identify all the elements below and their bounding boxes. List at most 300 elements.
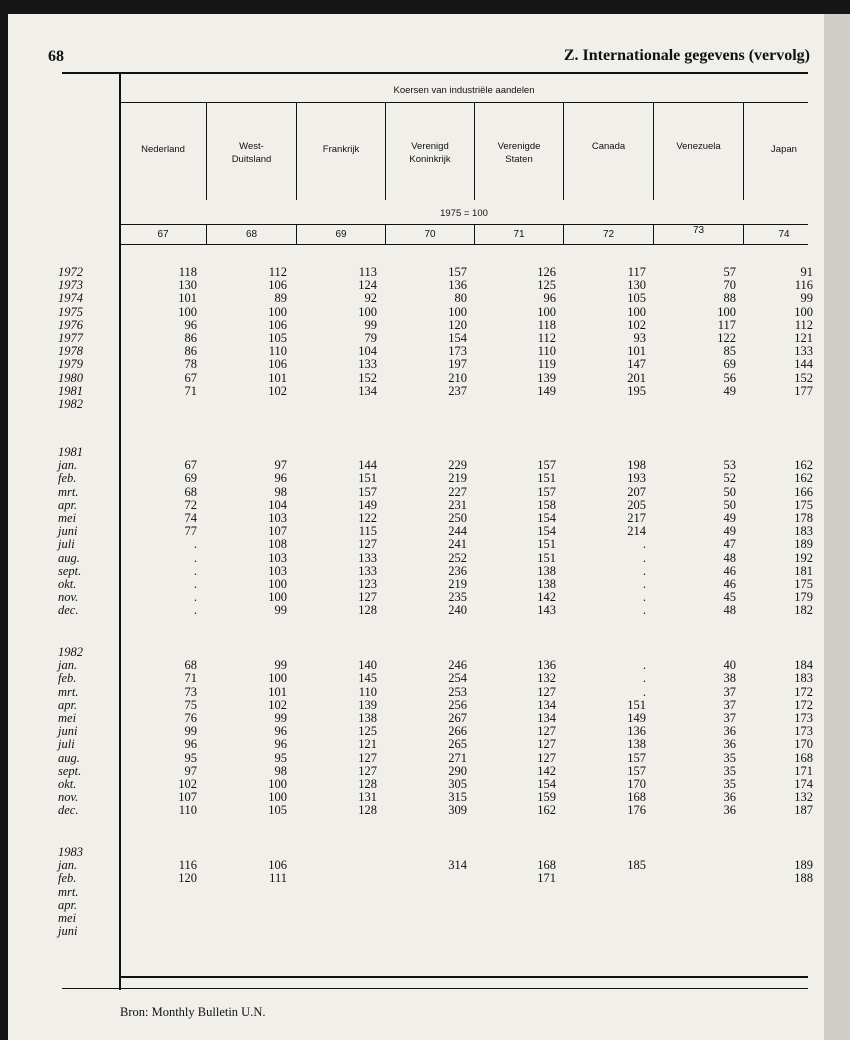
column-number: 70	[424, 229, 436, 240]
table-cell: 70	[723, 278, 736, 293]
table-cell: 104	[358, 344, 377, 359]
table-cell: 181	[794, 563, 813, 578]
table-cell: 237	[448, 383, 467, 398]
table-cell: 166	[794, 484, 813, 499]
table-cell: 110	[178, 803, 197, 818]
table-cell: 154	[448, 330, 467, 345]
table-cell	[496, 899, 556, 912]
table-cell: 157	[537, 484, 556, 499]
row-label: nov.	[58, 790, 79, 805]
table-cell: 78	[184, 357, 197, 372]
table-cell: 73	[184, 684, 197, 699]
row-label: okt.	[58, 576, 77, 591]
table-cell	[317, 872, 377, 885]
table-cell: 99	[274, 710, 287, 725]
table-cell: 183	[794, 671, 813, 686]
table-cell: 170	[794, 737, 813, 752]
column-number: 71	[513, 229, 525, 240]
caption-underline	[119, 102, 808, 103]
table-cell: 46	[723, 563, 736, 578]
table-cell: 154	[537, 776, 556, 791]
table-cell: 127	[358, 537, 377, 552]
table-cell: 214	[627, 524, 646, 539]
row-label: okt.	[58, 776, 77, 791]
table-cell: 85	[723, 344, 736, 359]
row-label: mei	[58, 710, 77, 725]
table-cell: 127	[537, 684, 556, 699]
row-label: jan.	[58, 458, 78, 473]
table-cell: 253	[448, 684, 467, 699]
table-cell: 88	[723, 291, 736, 306]
table-cell: 173	[448, 344, 467, 359]
table-cell: 68	[184, 658, 197, 673]
table-cell	[137, 912, 197, 925]
table-cell: 96	[184, 737, 197, 752]
table-cell: 103	[268, 510, 287, 525]
table-cell: 117	[627, 265, 646, 279]
group-1983-labels	[58, 846, 120, 938]
row-label: 1982	[58, 396, 83, 411]
table-cell	[407, 912, 467, 925]
table-cell: 174	[794, 776, 813, 791]
table-cell: 57	[723, 265, 736, 279]
footer-rule	[62, 988, 808, 989]
table-cell: 157	[627, 750, 646, 765]
row-label: 1981	[58, 383, 83, 398]
data-column	[227, 846, 287, 938]
table-cell: 113	[358, 265, 377, 279]
row-label: 1972	[58, 265, 83, 279]
table-cell: 290	[448, 763, 467, 778]
table-cell: 98	[274, 763, 287, 778]
table-cell: 136	[448, 278, 467, 293]
table-cell: 97	[274, 458, 287, 473]
table-cell	[407, 872, 467, 885]
table-cell: 38	[723, 671, 736, 686]
table-cell: 95	[184, 750, 197, 765]
table-cell: 52	[723, 471, 736, 486]
table-cell: 112	[268, 265, 287, 279]
table-cell: 98	[274, 484, 287, 499]
table-cell: 127	[537, 737, 556, 752]
page-edge	[824, 14, 850, 1040]
data-column	[407, 446, 467, 617]
table-cell: 157	[448, 265, 467, 279]
data-column	[317, 846, 377, 938]
table-cell	[317, 846, 377, 859]
table-cell: 127	[537, 724, 556, 739]
table-cell: 189	[794, 858, 813, 873]
table-cell	[317, 398, 377, 411]
table-cell: 108	[268, 537, 287, 552]
table-cell: 68	[184, 484, 197, 499]
table-cell: 102	[268, 383, 287, 398]
table-cell: 192	[794, 550, 813, 565]
table-cell: 136	[627, 724, 646, 739]
table-cell	[317, 925, 377, 938]
column-number: 68	[245, 229, 258, 240]
table-cell: 119	[537, 357, 556, 372]
column-header-venezuela: Venezuela	[676, 141, 721, 152]
table-cell	[676, 398, 736, 411]
table-cell: 136	[537, 658, 556, 673]
table-cell: 175	[794, 576, 813, 591]
table-cell	[753, 925, 813, 938]
group-annual-labels	[58, 266, 120, 411]
row-label: feb.	[58, 871, 77, 886]
table-cell: 100	[268, 776, 287, 791]
table-cell: 117	[717, 317, 736, 332]
row-label: sept.	[58, 563, 82, 578]
table-cell: 116	[178, 858, 197, 873]
table-cell: 67	[184, 458, 197, 473]
table-cell: 168	[537, 858, 556, 873]
table-cell: 127	[358, 763, 377, 778]
table-cell: 229	[448, 458, 467, 473]
data-column	[676, 846, 736, 938]
table-cell: 177	[794, 383, 813, 398]
table-cell: 185	[627, 858, 646, 873]
table-cell: 49	[723, 510, 736, 525]
table-cell: 133	[794, 344, 813, 359]
table-cell: 144	[358, 458, 377, 473]
data-column	[753, 266, 813, 411]
table-cell: 118	[537, 317, 556, 332]
table-cell: 71	[184, 671, 197, 686]
table-cell	[496, 925, 556, 938]
table-cell	[586, 912, 646, 925]
table-cell: 100	[268, 790, 287, 805]
top-rule	[62, 72, 808, 74]
row-label: 1979	[58, 357, 83, 372]
table-cell: 271	[448, 750, 467, 765]
table-cell: .	[193, 537, 197, 552]
data-column	[676, 266, 736, 411]
table-cell: 254	[448, 671, 467, 686]
table-cell: 309	[448, 803, 467, 818]
row-label: 1977	[58, 330, 83, 345]
table-cell: 112	[537, 330, 556, 345]
table-cell	[676, 886, 736, 899]
table-cell	[586, 872, 646, 885]
table-cell: 138	[537, 563, 556, 578]
table-cell: 118	[178, 265, 197, 279]
table-cell: .	[193, 550, 197, 565]
table-cell	[227, 912, 287, 925]
row-label: 1982	[58, 645, 83, 659]
table-cell: 35	[723, 776, 736, 791]
table-cell: 201	[627, 370, 646, 385]
table-cell: 86	[184, 330, 197, 345]
data-column	[137, 846, 197, 938]
table-cell: 133	[358, 563, 377, 578]
table-cell: 266	[448, 724, 467, 739]
table-cell: 157	[627, 763, 646, 778]
table-cell: 76	[184, 710, 197, 725]
table-cell: 100	[268, 671, 287, 686]
table-cell: 126	[537, 265, 556, 279]
row-label: sept.	[58, 763, 82, 778]
table-cell: 158	[537, 497, 556, 512]
table-cell: 69	[723, 357, 736, 372]
table-cell: 48	[723, 550, 736, 565]
table-cell: 188	[794, 871, 813, 886]
data-column	[137, 266, 197, 411]
table-cell: 252	[448, 550, 467, 565]
table-cell: 144	[794, 357, 813, 372]
table-cell: .	[193, 603, 197, 618]
table-cell: 95	[274, 750, 287, 765]
table-cell: 157	[358, 484, 377, 499]
table-cell: 101	[627, 344, 646, 359]
table-cell: 46	[723, 576, 736, 591]
table-cell: 100	[448, 304, 467, 319]
table-cell: 35	[723, 763, 736, 778]
table-cell: 162	[537, 803, 556, 818]
table-cell: 132	[537, 671, 556, 686]
table-cell: 183	[794, 524, 813, 539]
table-cell	[496, 886, 556, 899]
table-cell: 111	[269, 871, 287, 886]
table-cell: 80	[454, 291, 467, 306]
table-cell: 106	[268, 357, 287, 372]
table-cell	[137, 886, 197, 899]
table-cell: 170	[627, 776, 646, 791]
table-cell: 250	[448, 510, 467, 525]
table-cell: 100	[537, 304, 556, 319]
table-cell: 100	[794, 304, 813, 319]
table-cell: 37	[723, 710, 736, 725]
table-cell: .	[642, 671, 646, 686]
table-cell: 123	[358, 576, 377, 591]
row-label: 1973	[58, 278, 83, 293]
table-cell	[676, 925, 736, 938]
table-cell	[317, 912, 377, 925]
table-cell: 231	[448, 497, 467, 512]
table-cell: 105	[268, 330, 287, 345]
table-cell: 210	[448, 370, 467, 385]
table-cell: 162	[794, 471, 813, 486]
table-cell: .	[193, 563, 197, 578]
table-cell: 217	[627, 510, 646, 525]
row-label: 1978	[58, 344, 83, 359]
table-cell: .	[642, 576, 646, 591]
row-label: juni	[58, 924, 78, 939]
table-cell	[753, 398, 813, 411]
table-cell: 101	[178, 291, 197, 306]
table-cell: 36	[723, 724, 736, 739]
table-cell	[227, 925, 287, 938]
table-cell: 182	[794, 603, 813, 618]
table-cell: 96	[184, 317, 197, 332]
table-cell: 96	[274, 737, 287, 752]
table-cell: 120	[178, 871, 197, 886]
table-cell: 100	[268, 590, 287, 605]
row-label: juli	[58, 737, 75, 752]
table-cell: 47	[723, 537, 736, 552]
table-cell: 56	[723, 370, 736, 385]
table-cell: 101	[268, 684, 287, 699]
table-cell: 315	[448, 790, 467, 805]
table-cell: 207	[627, 484, 646, 499]
data-column	[586, 446, 646, 617]
table-cell: 152	[794, 370, 813, 385]
table-cell	[137, 398, 197, 411]
table-cell: 79	[364, 330, 377, 345]
table-cell: 138	[537, 576, 556, 591]
row-label: 1974	[58, 291, 83, 306]
base-year-note: 1975 = 100	[440, 208, 488, 219]
table-cell: .	[193, 590, 197, 605]
table-cell	[137, 899, 197, 912]
table-cell: 112	[794, 317, 813, 332]
table-cell: 154	[537, 510, 556, 525]
row-label: 1983	[58, 845, 83, 859]
table-cell	[586, 899, 646, 912]
data-column	[496, 646, 556, 817]
table-cell	[586, 398, 646, 411]
table-cell: 122	[717, 330, 736, 345]
table-cell: 244	[448, 524, 467, 539]
table-cell: 50	[723, 484, 736, 499]
table-cell: 305	[448, 776, 467, 791]
table-cell: 36	[723, 737, 736, 752]
table-cell	[586, 886, 646, 899]
table-cell: 227	[448, 484, 467, 499]
table-cell: 127	[358, 750, 377, 765]
table-cell	[317, 886, 377, 899]
table-cell: 172	[794, 697, 813, 712]
table-cell: 134	[358, 383, 377, 398]
table-cell	[676, 846, 736, 859]
table-cell	[586, 925, 646, 938]
row-label: feb.	[58, 471, 77, 486]
table-cell: 86	[184, 344, 197, 359]
table-cell: 99	[364, 317, 377, 332]
table-cell	[227, 398, 287, 411]
row-label: nov.	[58, 590, 79, 605]
data-column	[137, 446, 197, 617]
data-column	[586, 646, 646, 817]
table-cell: 240	[448, 603, 467, 618]
table-cell: 173	[794, 724, 813, 739]
data-column	[227, 446, 287, 617]
table-cell: 36	[723, 790, 736, 805]
table-cell: .	[642, 658, 646, 673]
table-cell	[137, 925, 197, 938]
table-cell: 121	[358, 737, 377, 752]
table-cell: 96	[274, 724, 287, 739]
table-cell	[676, 859, 736, 872]
table-cell: 128	[358, 776, 377, 791]
table-cell: 173	[794, 710, 813, 725]
column-number: 73	[692, 225, 705, 236]
table-cell: 132	[794, 790, 813, 805]
table-cell: 99	[274, 603, 287, 618]
table-cell: 151	[358, 471, 377, 486]
table-cell: 151	[627, 697, 646, 712]
table-cell: 205	[627, 497, 646, 512]
table-cell: 125	[537, 278, 556, 293]
table-cell: 96	[274, 471, 287, 486]
table-cell: 176	[627, 803, 646, 818]
table-cell: 149	[358, 497, 377, 512]
table-cell: 97	[184, 763, 197, 778]
source-note: Bron: Monthly Bulletin U.N.	[120, 1005, 266, 1019]
column-header-west-duitsland: West- Duitsland	[231, 141, 272, 165]
table-cell: 110	[268, 344, 287, 359]
table-cell: 157	[537, 458, 556, 473]
table-cell: 178	[794, 510, 813, 525]
table-cell: 149	[537, 383, 556, 398]
table-cell	[753, 886, 813, 899]
table-cell: 138	[627, 737, 646, 752]
row-label: 1981	[58, 445, 83, 459]
table-cell: 159	[537, 790, 556, 805]
table-cell	[753, 899, 813, 912]
table-cell: 37	[723, 684, 736, 699]
row-label: apr.	[58, 497, 78, 512]
table-cell: 134	[537, 710, 556, 725]
data-column	[586, 846, 646, 938]
table-cell	[676, 899, 736, 912]
column-header-verenigd-koninkrijk: Verenigd Koninkrijk	[409, 141, 451, 165]
row-label: 1980	[58, 370, 83, 385]
group-1982-labels	[58, 646, 120, 817]
table-cell: 101	[268, 370, 287, 385]
column-header-canada: Canada	[591, 141, 626, 152]
row-label: apr.	[58, 897, 78, 912]
table-cell: 102	[627, 317, 646, 332]
table-cell: 128	[358, 803, 377, 818]
table-cell: 154	[537, 524, 556, 539]
table-cell: 138	[358, 710, 377, 725]
table-cell: 219	[448, 576, 467, 591]
table-cell: .	[642, 603, 646, 618]
column-number: 67	[157, 229, 169, 240]
table-cell: 107	[268, 524, 287, 539]
table-cell: 195	[627, 383, 646, 398]
row-label: dec.	[58, 603, 79, 618]
data-column	[407, 846, 467, 938]
table-cell: 236	[448, 563, 467, 578]
table-cell: 92	[364, 291, 377, 306]
table-cell: 131	[358, 790, 377, 805]
table-cell: 91	[800, 265, 813, 279]
table-cell	[586, 646, 646, 659]
table-cell: 122	[358, 510, 377, 525]
row-label: dec.	[58, 803, 79, 818]
table-cell: 40	[723, 658, 736, 673]
table-cell: 49	[723, 383, 736, 398]
row-label: juni	[58, 524, 78, 539]
table-cell: 102	[178, 776, 197, 791]
table-cell: .	[642, 590, 646, 605]
table-caption: Koersen van industriële aandelen	[393, 85, 535, 96]
table-cell: 121	[794, 330, 813, 345]
table-cell: 67	[184, 370, 197, 385]
row-label: jan.	[58, 858, 78, 873]
table-cell	[317, 859, 377, 872]
table-cell: 107	[178, 790, 197, 805]
page-title: Z. Internationale gegevens (vervolg)	[563, 47, 810, 64]
table-cell	[496, 398, 556, 411]
table-cell: 35	[723, 750, 736, 765]
table-cell: 171	[537, 871, 556, 886]
table-cell: 100	[268, 304, 287, 319]
row-label: mei	[58, 510, 77, 525]
table-cell: 134	[537, 697, 556, 712]
